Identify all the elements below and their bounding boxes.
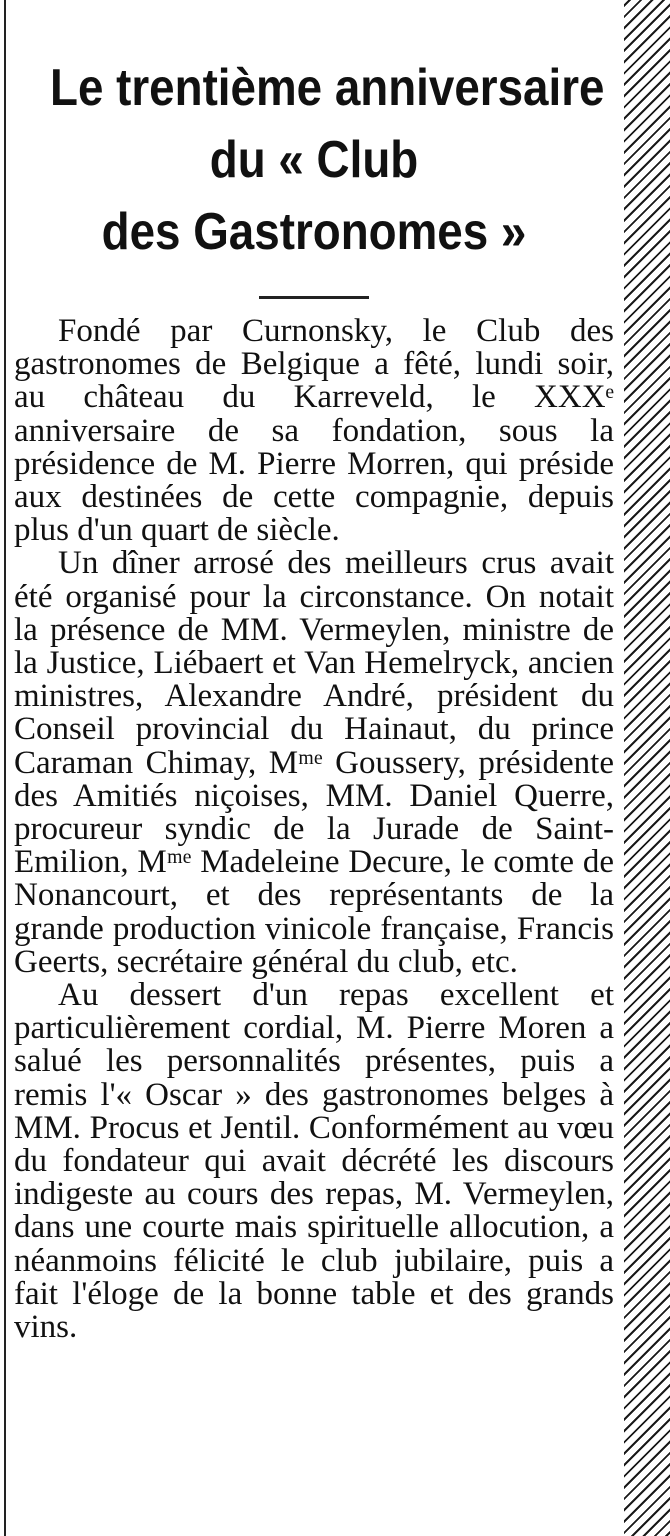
headline-divider — [259, 296, 369, 299]
headline — [50, 52, 605, 268]
headline-line-3: des Gastronomes » — [101, 203, 527, 261]
paragraph-3: Au dessert d'un repas excellent et particulièrement cordial, M. Pierre Moren a salué les personnalités présentes, puis a remis l'« Oscar » des gastronomes belges à MM. Procus et Jentil. Conformément au vœu du fondateur qui avait décrété les discours indigeste au cours des repas, M. Vermeylen, dans une courte mais spirituelle allocution, a néanmoins félicité le club jubilaire, puis a fait l'éloge de la bonne table et des grands vins. — [14, 977, 614, 1346]
paragraph-1: Fondé par Curnonsky, le Club des gastronomes de Belgique a fêté, lundi soir, au château du Karreveld, le XXXᵉ anniversaire de sa fondation, sous la présidence de M. Pierre Morren, qui préside aux destinées de cette compagnie, depuis plus d'un quart de siècle. — [14, 313, 614, 549]
paragraph-2: Un dîner arrosé des meilleurs crus avait été organisé pour la circonstance. On notait la présence de MM. Vermeylen, ministre de la Justice, Liébaert et Van Hemelryck, ancien ministres, Alexandre André, président du Conseil provincial du Hainaut, du prince Caraman Chimay, Mᵐᵉ Goussery, présidente des Amitiés niçoises, MM. Daniel Querre, procureur syndic de la Jurade de Saint-Emilion, Mᵐᵉ Madeleine Decure, le comte de Nonancourt, et des représentants de la grande production vinicole française, Francis Geerts, secrétaire général du club, etc. — [14, 545, 614, 980]
article-body — [14, 315, 614, 1344]
column-rule-left — [4, 0, 6, 1536]
headline-line-2: du « Club — [209, 131, 419, 189]
headline-line-1: Le trentième anniversaire — [50, 59, 605, 117]
border-gap — [622, 0, 624, 1536]
hatched-border-right — [624, 0, 670, 1536]
article — [14, 52, 614, 1344]
